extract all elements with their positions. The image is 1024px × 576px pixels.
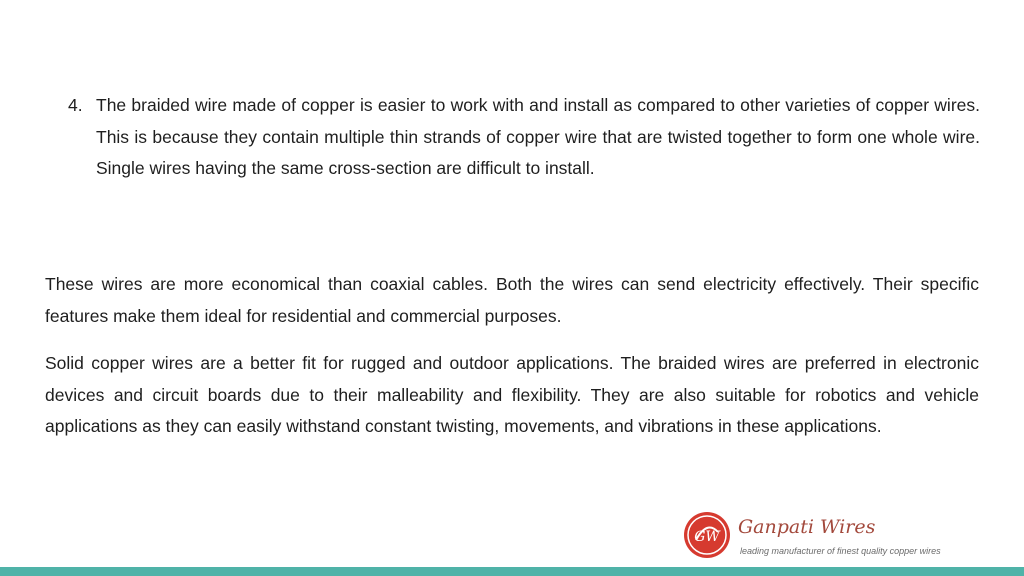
logo-name: Ganpati Wires <box>738 516 876 538</box>
list-item-text: The braided wire made of copper is easier to work with and install as compared to other varieties of copper wires. This is because they contain multiple thin strands of copper wire that are twisted together to form one whole wire. Single wires having the same cross-section are difficult to install. <box>96 95 980 178</box>
logo-emblem-icon <box>682 510 732 560</box>
numbered-list-item <box>68 90 980 185</box>
logo-tagline: leading manufacturer of finest quality copper wires <box>740 546 941 556</box>
paragraph-applications: Solid copper wires are a better fit for rugged and outdoor applications. The braided wires are preferred in electronic devices and circuit boards due to their malleability and flexibility. They are also suitable for robotics and vehicle applications as they can easily withstand constant twisting, movements, and vibrations in these applications. <box>45 353 979 436</box>
list-number: 4. <box>68 95 83 115</box>
bottom-accent-bar <box>0 567 1024 576</box>
company-logo <box>682 510 962 566</box>
paragraph-economy: These wires are more economical than coaxial cables. Both the wires can send electricity effectively. Their specific features make them ideal for residential and commercial purposes. <box>45 274 979 326</box>
svg-text:GW: GW <box>694 529 720 545</box>
